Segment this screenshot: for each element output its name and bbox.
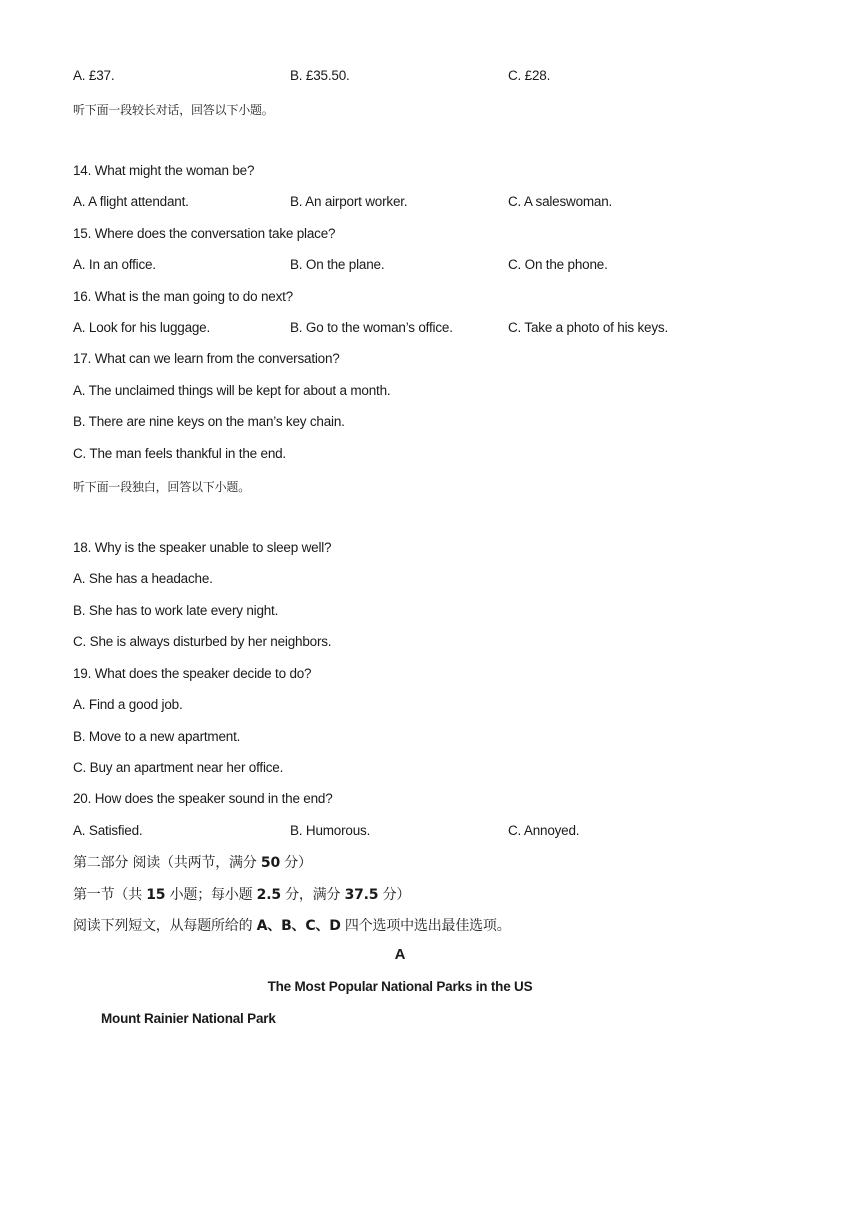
q14-option-a: A. A flight attendant. (73, 194, 189, 209)
q18-question: 18. Why is the speaker unable to sleep well? (73, 540, 332, 555)
q20-option-b: B. Humorous. (290, 823, 371, 838)
q16-option-a: A. Look for his luggage. (73, 320, 211, 335)
q18-option-a: A. She has a headache. (73, 571, 213, 586)
q13-option-b: B. £35.50. (290, 68, 350, 83)
q15-option-b: B. On the plane. (290, 257, 385, 272)
section1-per-score: 2.5 (256, 887, 281, 903)
q17-option-c: C. The man feels thankful in the end. (73, 446, 286, 461)
section1-text-a: 第一节（共 (73, 887, 147, 903)
q14-question: 14. What might the woman be? (73, 163, 255, 178)
passage-letter: A (394, 946, 406, 963)
q19-question: 19. What does the speaker decide to do? (73, 666, 312, 681)
part2-header (73, 852, 312, 872)
q18-option-c: C. She is always disturbed by her neighbors. (73, 634, 332, 649)
q17-option-a: A. The unclaimed things will be kept for about a month. (73, 383, 391, 398)
section1-total-score: 37.5 (344, 887, 379, 903)
q15-question: 15. Where does the conversation take place? (73, 226, 336, 241)
q19-option-b: B. Move to a new apartment. (73, 729, 241, 744)
section1-count: 15 (146, 887, 166, 903)
q15-option-a: A. In an office. (73, 257, 156, 272)
section1-text-b: 小题；每小题 (165, 887, 257, 903)
reading-instruction-text-a: 阅读下列短文，从每题所给的 (73, 918, 257, 934)
q20-option-a: A. Satisfied. (73, 823, 143, 838)
q16-question: 16. What is the man going to do next? (73, 289, 293, 304)
reading-instruction (73, 915, 511, 935)
q19-option-a: A. Find a good job. (73, 697, 183, 712)
reading-instruction-letters: A、B、C、D (256, 918, 341, 934)
q16-option-c: C. Take a photo of his keys. (508, 320, 668, 335)
q17-option-b: B. There are nine keys on the man’s key chain. (73, 414, 345, 429)
passage-title: The Most Popular National Parks in the US (267, 979, 533, 994)
section1-header (73, 884, 410, 904)
part2-header-text-a: 第二部分 阅读（共两节，满分 (73, 855, 261, 871)
reading-instruction-text-b: 四个选项中选出最佳选项。 (340, 918, 511, 934)
q13-option-a: A. £37. (73, 68, 115, 83)
section1-text-d: 分） (378, 887, 411, 903)
q14-option-b: B. An airport worker. (290, 194, 408, 209)
q19-option-c: C. Buy an apartment near her office. (73, 760, 284, 775)
q20-question: 20. How does the speaker sound in the end? (73, 791, 333, 806)
q20-option-c: C. Annoyed. (508, 823, 580, 838)
part2-header-text-b: 分） (280, 855, 312, 871)
q16-option-b: B. Go to the woman’s office. (290, 320, 453, 335)
q18-option-b: B. She has to work late every night. (73, 603, 279, 618)
instruction-long-dialogue: 听下面一段较长对话，回答以下小题。 (73, 103, 274, 117)
q14-option-c: C. A saleswoman. (508, 194, 613, 209)
instruction-monologue: 听下面一段独白，回答以下小题。 (73, 480, 251, 494)
q17-question: 17. What can we learn from the conversation? (73, 351, 340, 366)
passage-subtitle: Mount Rainier National Park (101, 1011, 276, 1026)
section1-text-c: 分，满分 (280, 887, 345, 903)
q13-option-c: C. £28. (508, 68, 551, 83)
part2-header-score: 50 (260, 855, 280, 871)
q15-option-c: C. On the phone. (508, 257, 608, 272)
